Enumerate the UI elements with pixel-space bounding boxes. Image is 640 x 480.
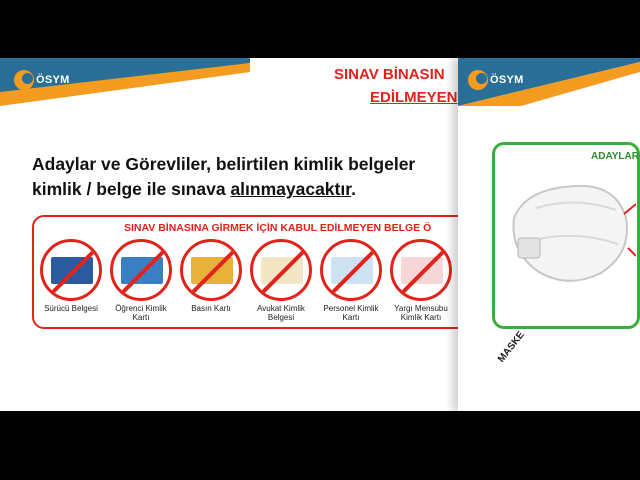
prohibited-document-icon: [390, 239, 452, 301]
document-card-label: Öğrenci Kimlik Kartı: [115, 304, 167, 322]
prohibited-document-icon: [320, 239, 382, 301]
prohibited-document-icon: [40, 239, 102, 301]
document-card: [38, 239, 104, 313]
document-card: [388, 239, 454, 322]
right-osym-logo: [468, 70, 524, 90]
osym-logo-text: ÖSYM: [36, 74, 70, 86]
document-card: [178, 239, 244, 313]
body-line2: [32, 177, 458, 202]
osym-logo: [14, 70, 70, 90]
right-slide: [458, 58, 640, 411]
document-card: [318, 239, 384, 322]
right-osym-logo-icon: [468, 70, 488, 90]
body-line1: Adaylar ve Görevliler, belirtilen kimlik belgeler: [32, 154, 416, 174]
right-osym-logo-text: ÖSYM: [490, 74, 524, 86]
document-card-label: Sürücü Belgesi: [44, 304, 98, 313]
prohibited-document-icon: [180, 239, 242, 301]
document-card: [248, 239, 314, 322]
body-period: .: [351, 179, 356, 199]
document-card: [108, 239, 174, 322]
body-underlined-word: alınmayacaktır: [230, 179, 352, 199]
adaylar-label: ADAYLAR: [591, 151, 639, 162]
prohibited-document-icon: [110, 239, 172, 301]
left-slide: [0, 58, 458, 411]
slide-title-line2: EDİLMEYEN: [370, 89, 458, 106]
maske-label: MASKE: [496, 329, 527, 365]
mask-image: [506, 178, 636, 298]
mask-valve-icon: [518, 238, 540, 258]
body-line2-text: kimlik / belge ile sınava: [32, 179, 231, 199]
rejected-documents-banner: [32, 215, 458, 329]
body-paragraph: [32, 152, 458, 202]
banner-title: SINAV BİNASINA GİRMEK İÇİN KABUL EDİLMEYEN BELGE Ö: [124, 222, 432, 234]
document-card-label: Yargı Mensubu Kimlik Kartı: [394, 304, 448, 322]
slide-title-line1: SINAV BİNASIN: [334, 66, 445, 83]
document-card-label: Basın Kartı: [191, 304, 231, 313]
osym-logo-icon: [14, 70, 34, 90]
document-card-label: Avukat Kimlik Belgesi: [257, 304, 305, 322]
prohibited-document-icon: [250, 239, 312, 301]
document-card-label: Personel Kimlik Kartı: [323, 304, 379, 322]
